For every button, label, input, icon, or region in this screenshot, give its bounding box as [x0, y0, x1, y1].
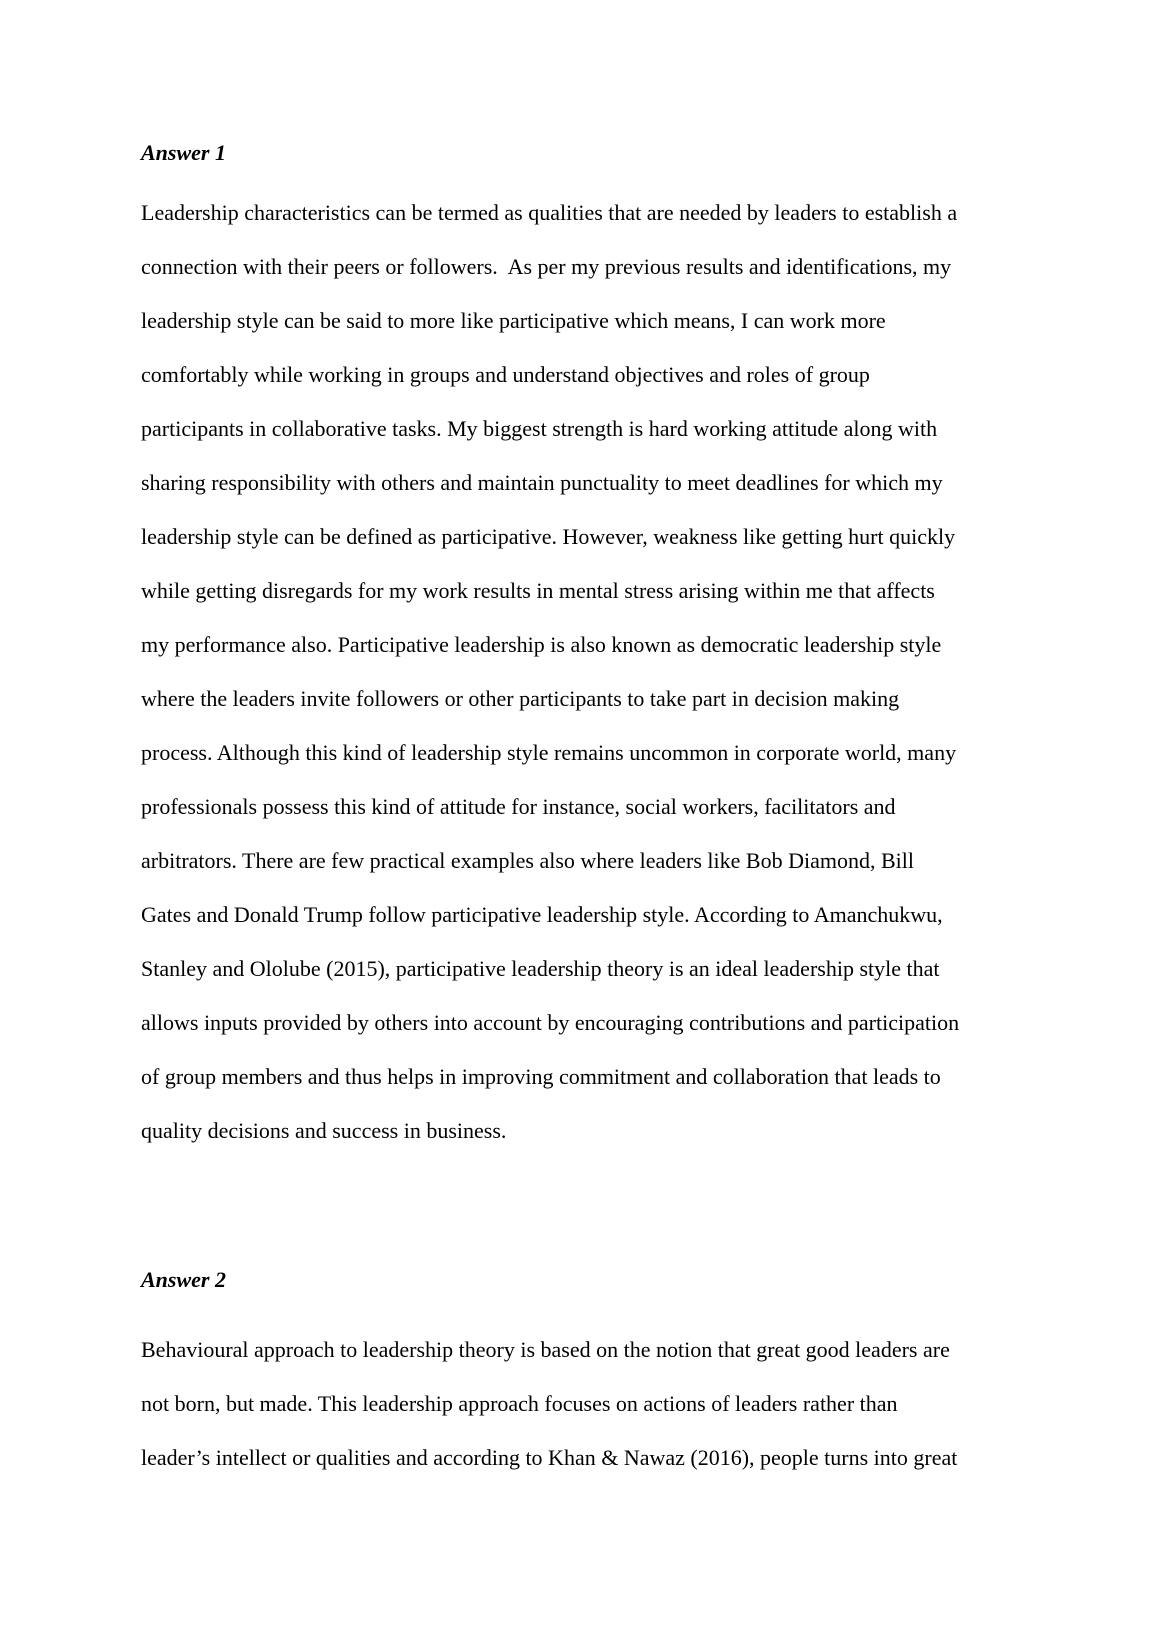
answer-2-paragraph: [141, 1336, 1041, 1498]
paragraph-line: Stanley and Ololube (2015), participative leadership theory is an ideal leadership style that: [141, 956, 940, 981]
answer-2-heading: Answer 2: [141, 1267, 226, 1292]
paragraph-line: connection with their peers or followers. As per my previous results and identifications, my: [141, 254, 952, 279]
paragraph-line: allows inputs provided by others into account by encouraging contributions and participation: [141, 1010, 960, 1035]
paragraph-line: where the leaders invite followers or other participants to take part in decision making: [141, 686, 900, 711]
paragraph-line: Behavioural approach to leadership theory is based on the notion that great good leaders are: [141, 1337, 950, 1362]
paragraph-line: process. Although this kind of leadership style remains uncommon in corporate world, many: [141, 740, 957, 765]
paragraph-line: of group members and thus helps in improving commitment and collaboration that leads to: [141, 1064, 941, 1089]
answer-1-heading: Answer 1: [141, 140, 226, 165]
paragraph-line: Leadership characteristics can be termed as qualities that are needed by leaders to establish a: [141, 200, 958, 225]
paragraph-line: Gates and Donald Trump follow participative leadership style. According to Amanchukwu,: [141, 902, 943, 927]
paragraph-line: quality decisions and success in business.: [141, 1118, 507, 1143]
paragraph-line: participants in collaborative tasks. My biggest strength is hard working attitude along with: [141, 416, 938, 441]
paragraph-line: leader’s intellect or qualities and according to Khan & Nawaz (2016), people turns into great: [141, 1445, 958, 1470]
paragraph-line: leadership style can be said to more like participative which means, I can work more: [141, 308, 886, 333]
paragraph-line: leadership style can be defined as participative. However, weakness like getting hurt quickly: [141, 524, 956, 549]
paragraph-line: arbitrators. There are few practical examples also where leaders like Bob Diamond, Bill: [141, 848, 914, 873]
paragraph-line: my performance also. Participative leadership is also known as democratic leadership style: [141, 632, 942, 657]
answer-1-paragraph: [141, 199, 1041, 1171]
paragraph-line: professionals possess this kind of attitude for instance, social workers, facilitators and: [141, 794, 896, 819]
paragraph-line: sharing responsibility with others and maintain punctuality to meet deadlines for which my: [141, 470, 943, 495]
paragraph-line: while getting disregards for my work results in mental stress arising within me that affects: [141, 578, 935, 603]
paragraph-line: not born, but made. This leadership approach focuses on actions of leaders rather than: [141, 1391, 898, 1416]
paragraph-line: comfortably while working in groups and understand objectives and roles of group: [141, 362, 870, 387]
